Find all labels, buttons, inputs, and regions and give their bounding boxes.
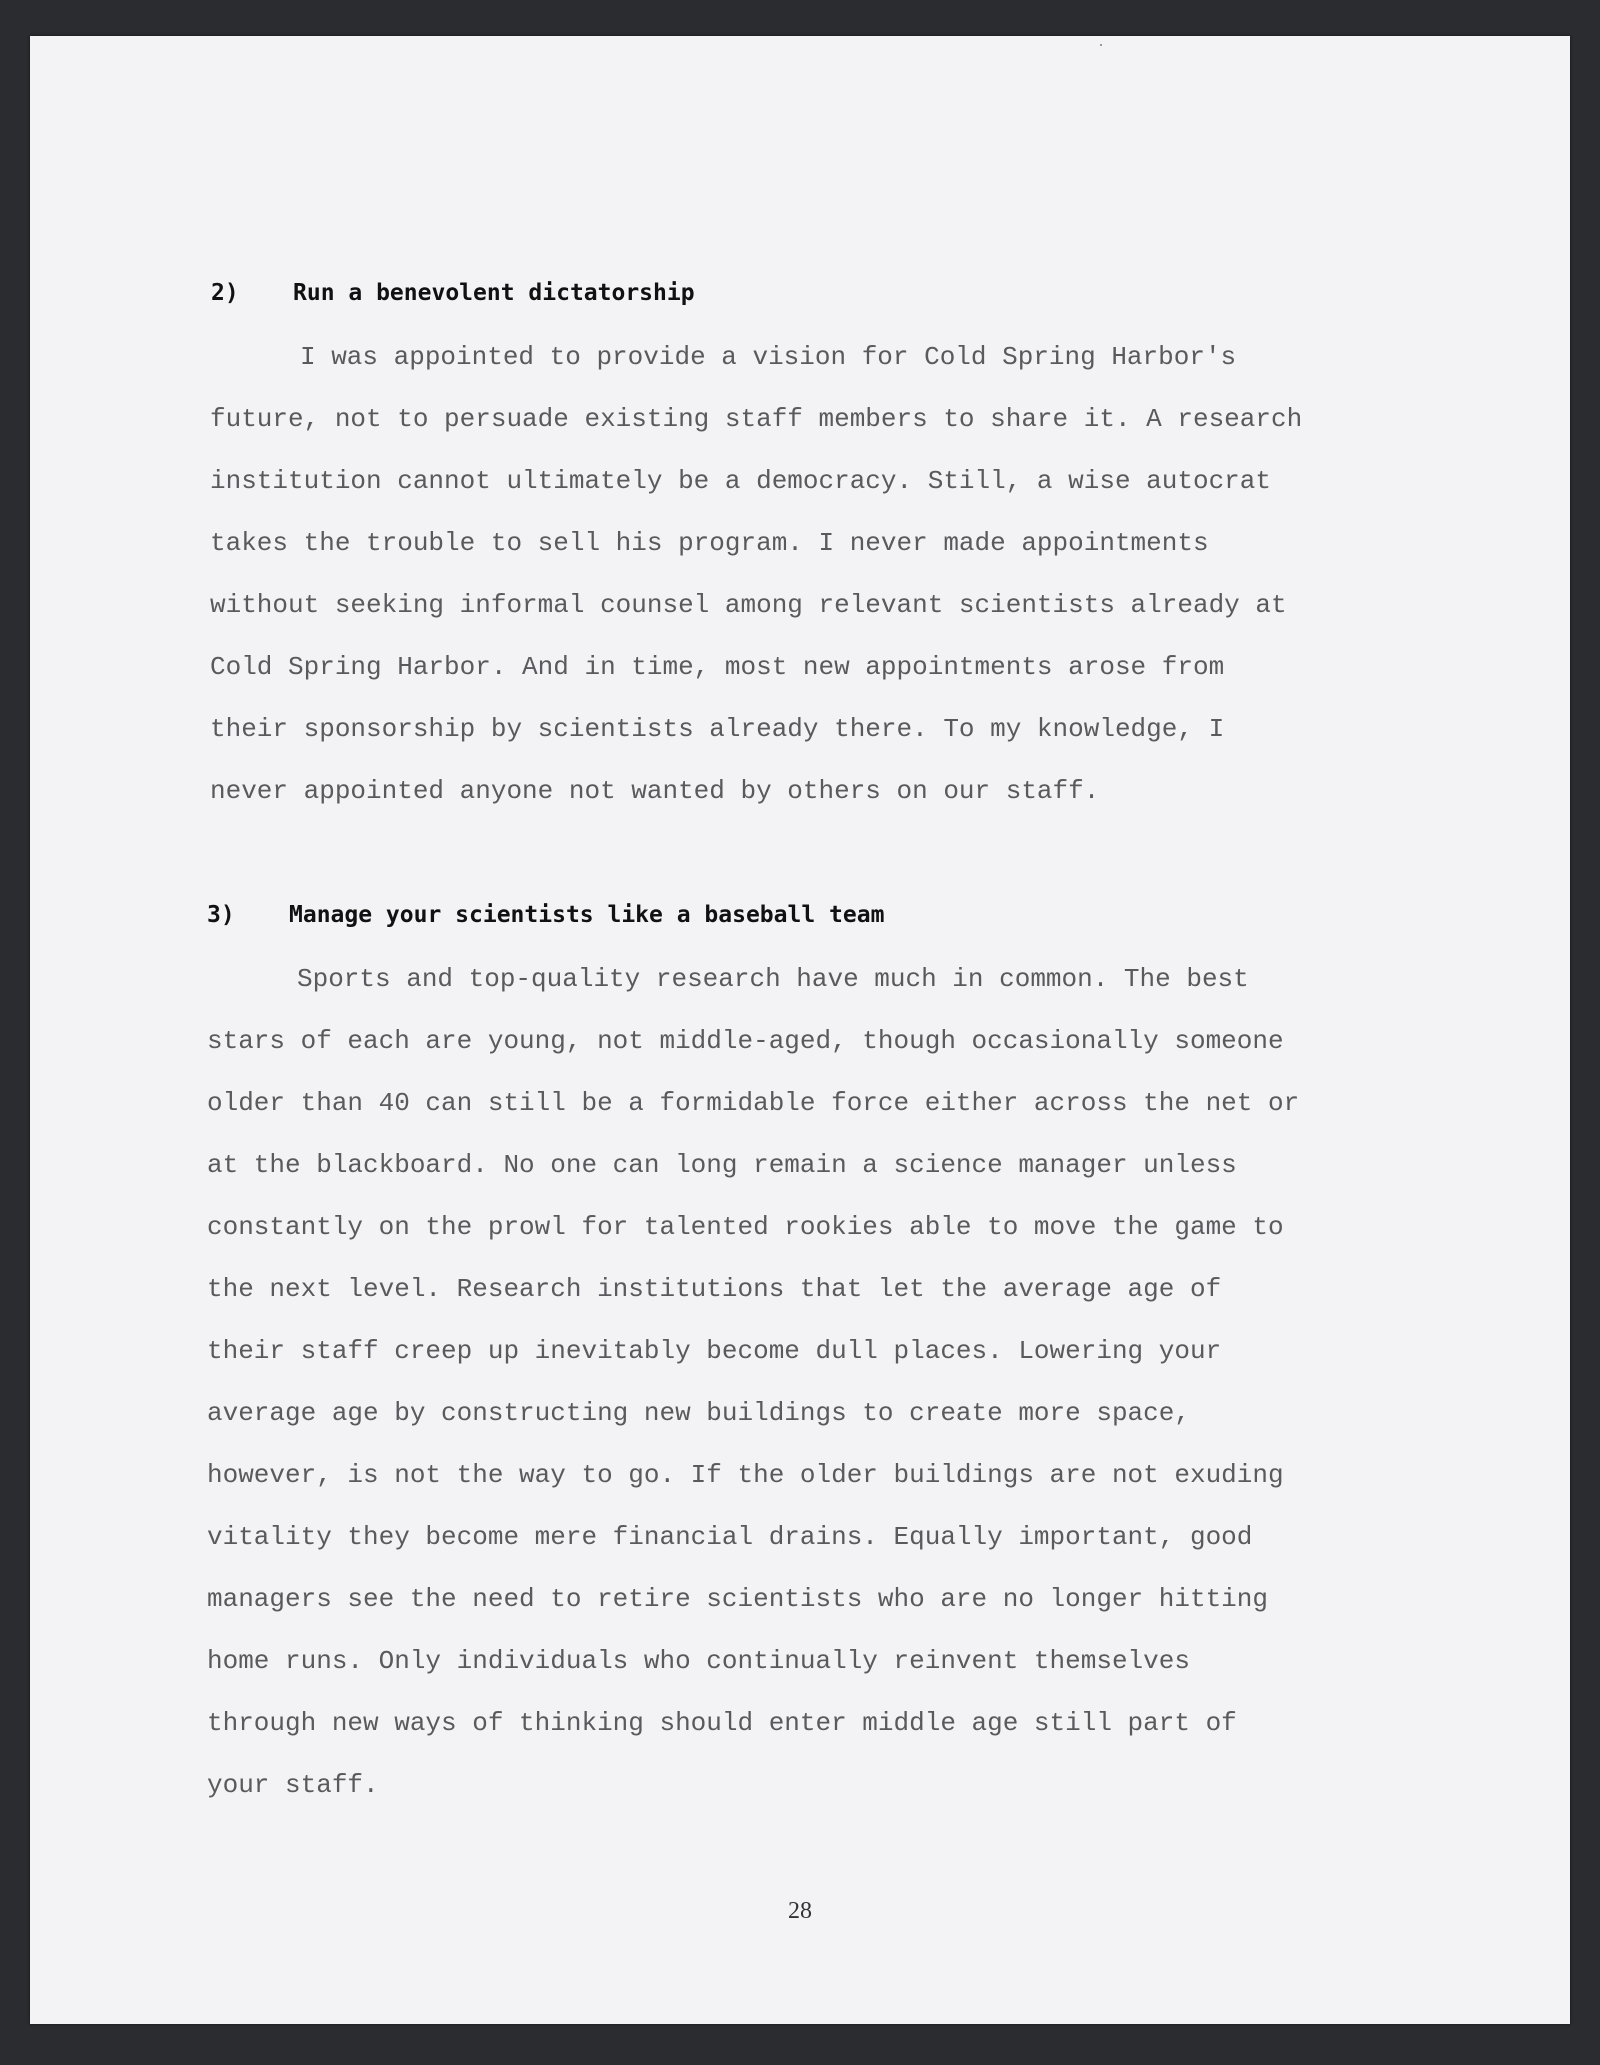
paragraph-line: your staff. (207, 1770, 379, 1800)
paragraph-line: through new ways of thinking should enter middle age still part of (207, 1708, 1237, 1738)
paragraph-line: managers see the need to retire scientists who are no longer hitting (207, 1584, 1268, 1614)
paragraph-line: Cold Spring Harbor. And in time, most new appointments arose from (210, 652, 1225, 682)
section-number: 2) (211, 280, 239, 306)
section-title: Run a benevolent dictatorship (293, 280, 695, 306)
page-number: 28 (788, 1898, 812, 1924)
section-title: Manage your scientists like a baseball team (289, 902, 885, 928)
paragraph-line: institution cannot ultimately be a democracy. Still, a wise autocrat (210, 466, 1271, 496)
paragraph-line: older than 40 can still be a formidable force either across the net or (207, 1088, 1300, 1118)
paragraph-line: constantly on the prowl for talented rookies able to move the game to (207, 1212, 1284, 1242)
paragraph-line: the next level. Research institutions that let the average age of (207, 1274, 1222, 1304)
paragraph-line: vitality they become mere financial drains. Equally important, good (207, 1522, 1253, 1552)
paragraph-line: takes the trouble to sell his program. I never made appointments (210, 528, 1209, 558)
paragraph-line: their staff creep up inevitably become dull places. Lowering your (207, 1336, 1222, 1366)
paragraph-line: future, not to persuade existing staff members to share it. A research (210, 404, 1303, 434)
paragraph-line: their sponsorship by scientists already there. To my knowledge, I (210, 714, 1225, 744)
paragraph-line: never appointed anyone not wanted by others on our staff. (210, 776, 1100, 806)
paragraph-line: average age by constructing new buildings to create more space, (207, 1398, 1190, 1428)
paragraph-line: without seeking informal counsel among relevant scientists already at (210, 590, 1287, 620)
paper-speck (1100, 44, 1102, 46)
paragraph-line: at the blackboard. No one can long remain a science manager unless (207, 1150, 1237, 1180)
paragraph-line: Sports and top-quality research have much in common. The best (297, 964, 1249, 994)
document-page (30, 36, 1570, 2024)
paragraph-line: I was appointed to provide a vision for Cold Spring Harbor's (300, 342, 1237, 372)
section-number: 3) (207, 902, 235, 928)
paragraph-line: home runs. Only individuals who continually reinvent themselves (207, 1646, 1190, 1676)
paragraph-line: stars of each are young, not middle-aged, though occasionally someone (207, 1026, 1284, 1056)
paragraph-line: however, is not the way to go. If the older buildings are not exuding (207, 1460, 1284, 1490)
